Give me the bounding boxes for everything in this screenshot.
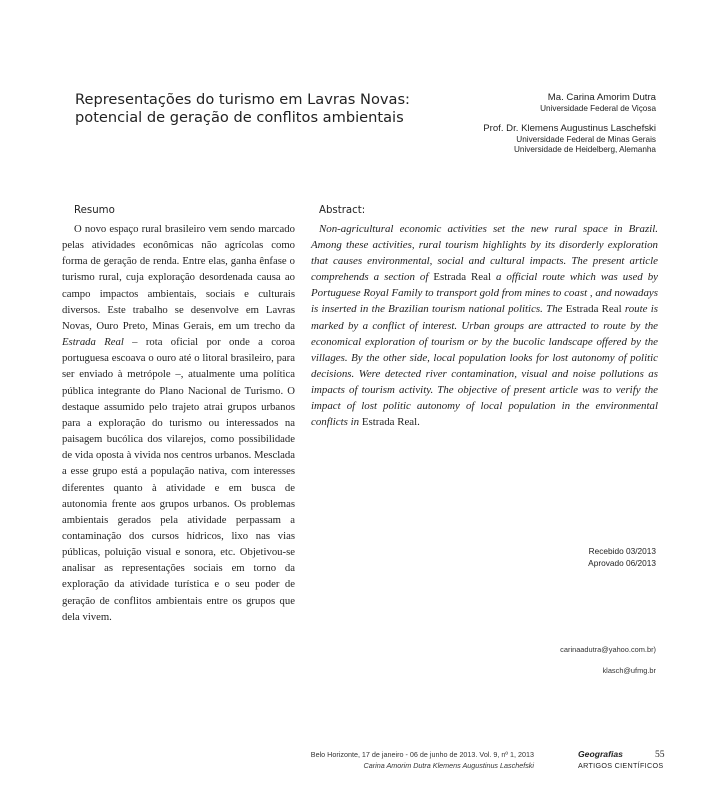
author-emails	[560, 645, 656, 687]
article-title-line-1: Representações do turismo em Lavras Novas:	[75, 91, 410, 108]
footer-citation	[311, 749, 534, 771]
abstract-part-1: Non-agricultural economic activities set the new rural space in Brazil. Among these activities, rural tourism highlights by its disorderly exploration that causes environmental, social and cultural impacts. The present article comprehends a section of	[311, 223, 658, 284]
author-list	[396, 92, 656, 164]
resumo-heading: Resumo	[74, 205, 115, 216]
abstract-upright-2: Estrada Real	[565, 303, 622, 316]
abstract-upright-3: Estrada Real	[361, 416, 418, 429]
citation-line: Belo Horizonte, 17 de janeiro - 06 de junho de 2013. Vol. 9, nº 1, 2013	[310, 750, 534, 759]
page-number: 55	[655, 749, 665, 760]
abstract-part-2: a official route which was used by Portuguese Royal Family to transport gold from mines to coast , and nowadays is inserted in the Brazilian tourism national politics. The	[311, 271, 658, 316]
journal-name: Geografias	[578, 749, 623, 759]
resumo-text	[62, 221, 295, 625]
abstract-heading: Abstract:	[319, 205, 366, 216]
submission-dates	[588, 545, 656, 569]
abstract-end: .	[417, 416, 420, 429]
abstract-part-3: route is marked by a conflict of interest. Urban groups are attracted to route by the economical exploration of tourism or by the bucolic landscape offered by the villages. By the other side, local population looks for lost autonomy of politic decisions. Were detected river contamination, visual and noise pollutions as impacts of tourism activity. The objective of present article was to verify the impact of lost politic autonomy of local population in the environmental conflicts in	[311, 303, 658, 429]
article-title	[75, 91, 410, 127]
author-2	[396, 123, 656, 156]
author-1	[396, 92, 656, 115]
approved-date: Aprovado 06/2013	[588, 558, 656, 568]
author-affiliation: Universidade Federal de Minas Gerais	[516, 134, 656, 144]
abstract-upright-1: Estrada Real	[433, 271, 491, 284]
citation-authors: Carina Amorim Dutra Klemens Augustinus Laschefski	[363, 761, 534, 770]
author-affiliation: Universidade Federal de Viçosa	[540, 104, 656, 113]
author-name: Ma. Carina Amorim Dutra	[547, 92, 656, 103]
abstract-section	[311, 205, 658, 430]
resumo-text-post: – rota oficial por onde a coroa portuguesa escoava o ouro até o litoral brasileiro, para ser enviado à metrópole –, atualmente uma política pública integrante do Plano Nacional de Turismo. O destaque assumido pelo trajeto atrai grupos urbanos para a exploração do turismo ou interessados na paisagem bucólica dos vilarejos, como possibilidade de vida oposta à vivida nos centros urbanos. Mesclada a esse grupo está a população nativa, com interesses diferentes quanto à atividade e em busca de autonomia frente aos grupos urbanos. Os problemas ambientais gerados pela atividade perpassam a contaminação dos cursos hídricos, lixo nas vias públicas, poluição visual e sonora, etc. Objetivou-se analisar as representações sociais em torno da exploração da atividade turística e o seu poder de geração de conflitos ambientais entre os grupos que dela vivem.	[62, 336, 296, 623]
author-affiliation: Universidade de Heidelberg, Alemanha	[513, 145, 656, 154]
resumo-text-pre: O novo espaço rural brasileiro vem sendo marcado pelas atividades econômicas não agrícolas como forma de geração de renda. Entre elas, ganha ênfase o turismo rural, cuja exploração desordenada causa ao campo impactos ambientais, sociais e culturais diversos. Este trabalho se desenvolve em Lavras Novas, Ouro Preto, Minas Gerais, em um trecho da	[62, 223, 295, 332]
resumo-text-italic: Estrada Real	[62, 336, 124, 349]
resumo-section	[62, 205, 295, 625]
author-name: Prof. Dr. Klemens Augustinus Laschefski	[483, 122, 656, 134]
received-date: Recebido 03/2013	[588, 546, 656, 556]
abstract-text	[311, 221, 658, 430]
journal-block	[578, 749, 663, 771]
email-link[interactable]: klasch@ufmg.br	[602, 666, 656, 675]
article-title-line-2: potencial de geração de conflitos ambientais	[75, 109, 404, 126]
email-link[interactable]: carinaadutra@yahoo.com.br)	[560, 645, 656, 654]
journal-section: ARTIGOS CIENTÍFICOS	[578, 761, 664, 770]
